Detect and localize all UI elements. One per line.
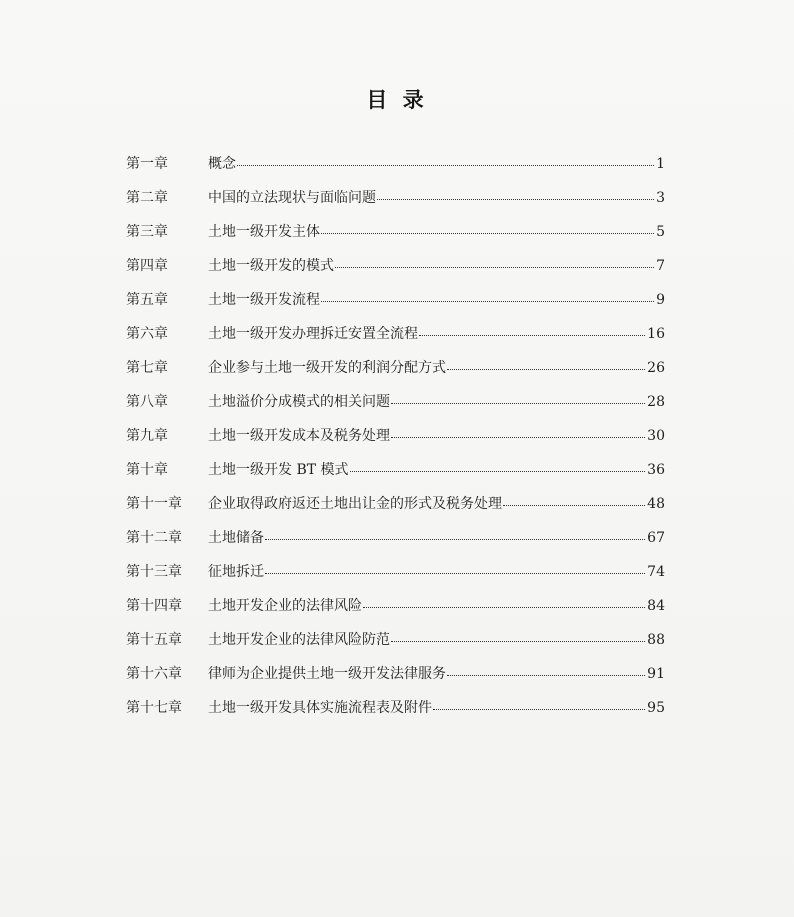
chapter-title: 土地一级开发的模式 [208,258,334,274]
dot-leader [350,471,646,472]
dot-leader [335,267,654,268]
chapter-title: 土地一级开发 BT 模式 [208,462,349,478]
chapter-number: 第二章 [126,190,168,206]
dot-leader [377,199,654,200]
chapter-title: 土地一级开发具体实施流程表及附件 [208,700,432,716]
chapter-number: 第十一章 [126,496,182,512]
chapter-number: 第七章 [126,360,168,376]
toc-entry-1 [126,153,665,187]
chapter-number: 第十二章 [126,530,182,546]
dot-leader [391,641,645,642]
toc-entry-12 [126,527,665,561]
toc-entry-11 [126,493,665,527]
dot-leader [391,403,645,404]
chapter-number: 第五章 [126,292,168,308]
dot-leader [419,335,645,336]
page-number: 28 [647,394,665,410]
chapter-title: 土地溢价分成模式的相关问题 [208,394,390,410]
dot-leader [265,573,645,574]
toc-entry-7 [126,357,665,391]
chapter-number: 第一章 [126,156,168,172]
dot-leader [237,165,654,166]
toc-entry-5 [126,289,665,323]
chapter-number: 第八章 [126,394,168,410]
chapter-title: 土地一级开发成本及税务处理 [208,428,390,444]
page-number: 91 [647,666,665,682]
chapter-title: 征地拆迁 [208,564,264,580]
toc-entry-2 [126,187,665,221]
chapter-number: 第十七章 [126,700,182,716]
page-number: 1 [656,156,665,172]
page-number: 36 [647,462,665,478]
dot-leader [391,437,645,438]
dot-leader [321,233,654,234]
dot-leader [433,709,645,710]
page-number: 95 [647,700,665,716]
chapter-number: 第十六章 [126,666,182,682]
chapter-title: 中国的立法现状与面临问题 [208,190,376,206]
dot-leader [363,607,645,608]
toc-entry-17 [126,697,665,731]
toc-entry-4 [126,255,665,289]
page-number: 84 [647,598,665,614]
chapter-title: 土地一级开发流程 [208,292,320,308]
page-number: 3 [656,190,665,206]
chapter-number: 第六章 [126,326,168,342]
page-number: 88 [647,632,665,648]
chapter-title: 土地储备 [208,530,264,546]
table-of-contents [126,153,665,731]
toc-entry-8 [126,391,665,425]
toc-entry-16 [126,663,665,697]
chapter-number: 第九章 [126,428,168,444]
page-number: 48 [647,496,665,512]
chapter-number: 第十章 [126,462,168,478]
chapter-title: 企业取得政府返还土地出让金的形式及税务处理 [208,496,502,512]
chapter-number: 第十三章 [126,564,182,580]
toc-entry-14 [126,595,665,629]
dot-leader [447,675,645,676]
page-number: 9 [656,292,665,308]
dot-leader [447,369,645,370]
page-number: 7 [656,258,665,274]
toc-entry-13 [126,561,665,595]
page-number: 67 [647,530,665,546]
chapter-title: 土地一级开发办理拆迁安置全流程 [208,326,418,342]
chapter-title: 律师为企业提供土地一级开发法律服务 [208,666,446,682]
chapter-title: 土地一级开发主体 [208,224,320,240]
toc-entry-15 [126,629,665,663]
toc-entry-9 [126,425,665,459]
page-number: 30 [647,428,665,444]
chapter-title: 土地开发企业的法律风险 [208,598,362,614]
chapter-title: 企业参与土地一级开发的利润分配方式 [208,360,446,376]
chapter-number: 第十五章 [126,632,182,648]
chapter-number: 第四章 [126,258,168,274]
chapter-title: 土地开发企业的法律风险防范 [208,632,390,648]
dot-leader [503,505,645,506]
chapter-title: 概念 [208,156,236,172]
page-number: 16 [647,326,665,342]
chapter-number: 第三章 [126,224,168,240]
toc-entry-3 [126,221,665,255]
dot-leader [265,539,645,540]
page-number: 26 [647,360,665,376]
page-number: 74 [647,564,665,580]
toc-entry-6 [126,323,665,357]
page-title: 目 录 [366,88,428,112]
chapter-number: 第十四章 [126,598,182,614]
dot-leader [321,301,654,302]
toc-entry-10 [126,459,665,493]
page-number: 5 [656,224,665,240]
